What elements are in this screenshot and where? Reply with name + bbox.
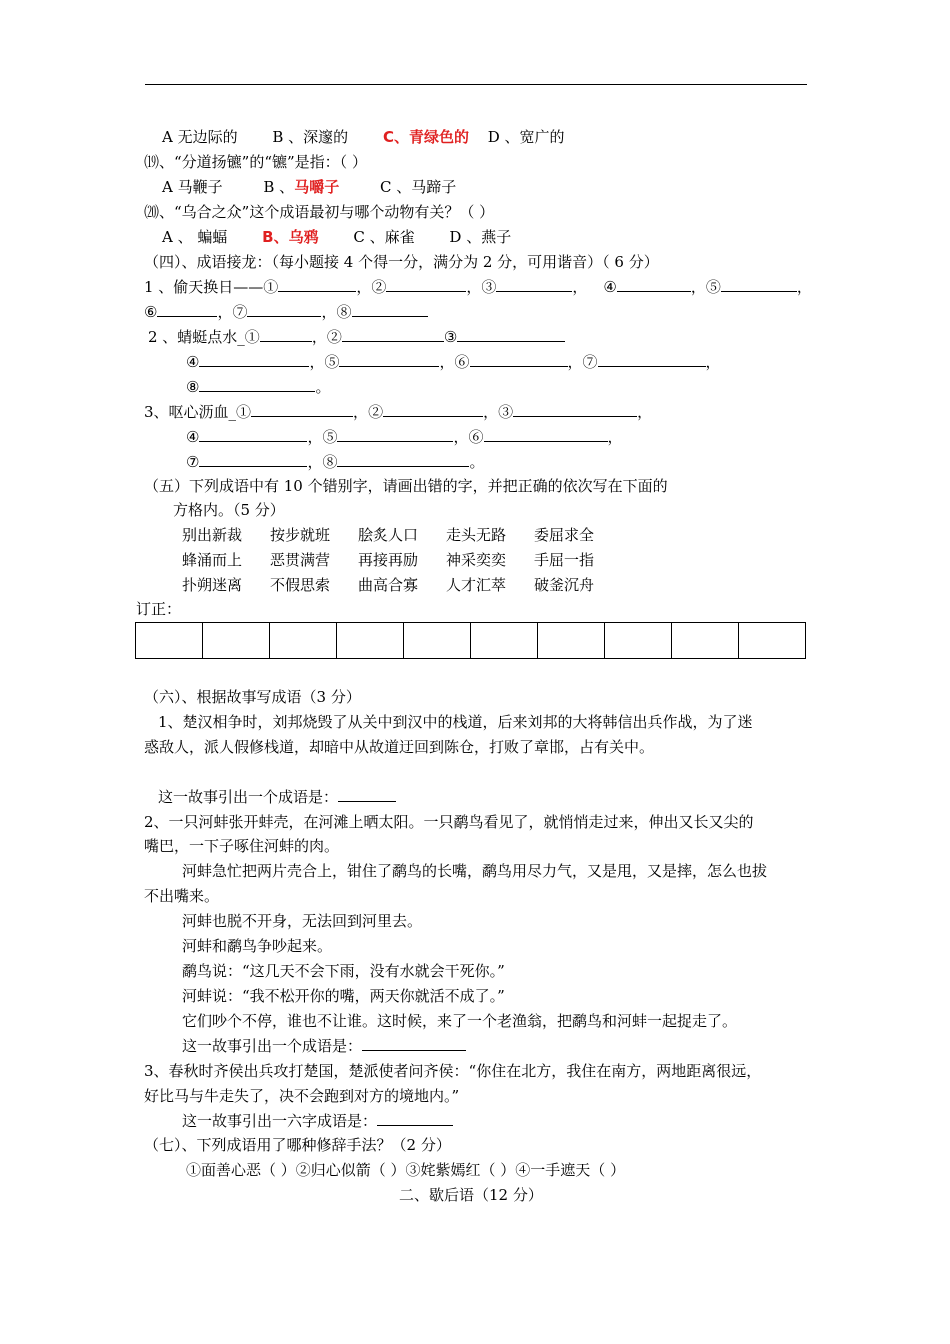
blank[interactable] (386, 277, 466, 292)
blank[interactable] (199, 452, 307, 467)
sec6-story3-line1: 3、春秋时齐侯出兵攻打楚国，楚派使者问齐侯：“你住在北方，我住在南方，两地距离很远， (144, 1062, 762, 1080)
sec4-item3-line3: ⑦ ，⑧ 。 (186, 453, 485, 471)
idiom[interactable]: 按步就班 (270, 526, 331, 544)
blank[interactable] (278, 277, 356, 292)
correction-cell[interactable] (538, 623, 605, 659)
sec5-title-cont: 方格内。（5 分） (173, 501, 285, 519)
blank[interactable] (484, 427, 608, 442)
correction-cell[interactable] (605, 623, 672, 659)
idiom[interactable]: 再接再励 (358, 551, 419, 569)
correction-grid (135, 622, 806, 659)
q19-option-a: A 马鞭子 (162, 178, 223, 196)
sec6-story2-line2: 嘴巴，一下子啄住河蚌的肉。 (144, 837, 340, 855)
sec5-row-2 (182, 550, 622, 570)
header-rule (145, 84, 807, 85)
next-section-title: 二、歇后语（12 分） (399, 1186, 543, 1204)
q19-options (162, 177, 456, 197)
blank[interactable] (342, 327, 444, 342)
sec6-story1-line2: 惑敌人，派人假修栈道，却暗中从故道迂回到陈仓，打败了章邯，占有关中。 (144, 738, 655, 756)
idiom[interactable]: 神采奕奕 (446, 551, 507, 569)
correction-label: 订正： (136, 600, 182, 618)
q18-option-a: A 无边际的 (162, 128, 238, 146)
sec6-title: （六）、根据故事写成语（3 分） (144, 688, 361, 706)
correction-cell[interactable] (337, 623, 404, 659)
blank[interactable] (199, 377, 315, 392)
idiom[interactable]: 脍炙人口 (358, 526, 419, 544)
sec5-title: （五）下列成语中有 10 个错别字，请画出错的字，并把正确的依次写在下面的 (144, 477, 668, 495)
sec6-story1-line1: 1、楚汉相争时，刘邦烧毁了从关中到汉中的栈道，后来刘邦的大将韩信出兵作战，为了迷 (158, 713, 753, 731)
q20-option-b-answer: B、乌鸦 (262, 228, 319, 246)
blank[interactable] (157, 302, 217, 317)
sec5-row-1 (182, 525, 622, 545)
q19-option-b-answer: 马嚼子 (294, 178, 340, 196)
correction-cell[interactable] (739, 623, 806, 659)
blank[interactable] (247, 302, 321, 317)
idiom[interactable]: 人才汇萃 (446, 576, 507, 594)
sec6-story2-line9: 它们吵个不停，谁也不让谁。这时候，来了一个老渔翁，把鹬鸟和河蚌一起捉走了。 (182, 1012, 738, 1030)
blank[interactable] (598, 352, 706, 367)
sec4-item2-line2: ④ ，⑤ ，⑥ ，⑦ ， (186, 353, 721, 371)
answer-blank[interactable] (362, 1036, 466, 1051)
blank[interactable] (337, 452, 469, 467)
sec4-title: （四）、成语接龙：（每小题接 4 个得一分，满分为 2 分，可用谐音）（ 6 分） (144, 253, 659, 271)
q19-option-c: C 、马蹄子 (379, 178, 457, 196)
blank[interactable] (470, 352, 568, 367)
q20-option-d: D 、燕子 (449, 228, 512, 246)
sec4-item2-line1: 2 、蜻蜓点水_① ，② ③ (148, 327, 565, 347)
correction-cell[interactable] (471, 623, 538, 659)
q20-option-c: C 、麻雀 (353, 228, 415, 246)
sec6-story2-line8: 河蚌说：“我不松开你的嘴，两天你就活不成了。” (182, 987, 505, 1005)
idiom[interactable]: 走头无路 (446, 526, 507, 544)
blank[interactable] (513, 402, 637, 417)
sec4-item1-line2: ⑥ ，⑦ ，⑧ (144, 302, 428, 322)
sec6-story3-answer: 这一故事引出一六字成语是： (182, 1111, 453, 1131)
q19-question: ⒆、“分道扬镳”的“镳”是指：（ ） (144, 153, 367, 171)
sec4-item3-line2: ④ ，⑤ ，⑥ ， (186, 428, 623, 446)
blank[interactable] (251, 402, 353, 417)
idiom[interactable]: 扑朔迷离 (182, 576, 243, 594)
sec7-items: ①面善心恶（ ）②归心似箭（ ）③姹紫嫣红（ ）④一手遮天（ ） (186, 1161, 626, 1179)
blank[interactable] (457, 327, 565, 342)
sec7-title: （七）、下列成语用了哪种修辞手法？（2 分） (144, 1136, 451, 1154)
correction-cell[interactable] (270, 623, 337, 659)
idiom[interactable]: 蜂涌而上 (182, 551, 243, 569)
sec6-story2-answer: 这一故事引出一个成语是： (182, 1036, 466, 1056)
q18-option-b: B 、深邃的 (272, 128, 349, 146)
blank[interactable] (199, 352, 309, 367)
q18-option-c-answer: C、青绿色的 (382, 128, 469, 146)
sec4-item3-line1: 3、呕心沥血_① ，② ，③ ， (144, 403, 653, 421)
correction-cell[interactable] (404, 623, 471, 659)
answer-blank[interactable] (338, 787, 396, 802)
q19-option-b: B 、 (263, 178, 295, 196)
sec6-story2-line3: 河蚌急忙把两片壳合上，钳住了鹬鸟的长嘴，鹬鸟用尽力气，又是甩，又是摔，怎么也拔 (182, 862, 768, 880)
idiom[interactable]: 不假思索 (270, 576, 331, 594)
blank[interactable] (339, 352, 439, 367)
correction-cell[interactable] (136, 623, 203, 659)
blank[interactable] (352, 302, 428, 317)
blank[interactable] (617, 277, 691, 292)
idiom[interactable]: 破釜沉舟 (534, 576, 595, 594)
sec6-story1-answer: 这一故事引出一个成语是： (158, 787, 396, 807)
idiom[interactable]: 别出新裁 (182, 526, 243, 544)
sec4-item2-line3: ⑧ 。 (186, 378, 331, 396)
blank[interactable] (260, 327, 312, 342)
correction-cell[interactable] (203, 623, 270, 659)
idiom[interactable]: 手屈一指 (534, 551, 595, 569)
idiom[interactable]: 委屈求全 (534, 526, 595, 544)
q20-options (162, 227, 511, 247)
idiom[interactable]: 恶贯满营 (270, 551, 331, 569)
sec6-story3-line2: 好比马与牛走失了，决不会跑到对方的境地内。” (144, 1087, 460, 1105)
blank[interactable] (383, 402, 483, 417)
blank[interactable] (337, 427, 453, 442)
sec5-row-3 (182, 575, 622, 595)
idiom[interactable]: 曲高合寡 (358, 576, 419, 594)
sec4-item1-line1: 1 、偷天换日——① ，② ，③ ， ④ ，⑤ ， (144, 278, 812, 296)
sec6-story2-line7: 鹬鸟说：“这几天不会下雨，没有水就会干死你。” (182, 962, 505, 980)
blank[interactable] (721, 277, 797, 292)
sec6-story2-line4: 不出嘴来。 (144, 887, 220, 905)
blank[interactable] (496, 277, 572, 292)
blank[interactable] (199, 427, 307, 442)
answer-blank[interactable] (377, 1111, 453, 1126)
q20-question: ⒇、“乌合之众”这个成语最初与哪个动物有关？（ ） (144, 203, 495, 221)
sec6-story2-line5: 河蚌也脱不开身，无法回到河里去。 (182, 912, 423, 930)
sec6-story2-line1: 2、一只河蚌张开蚌壳，在河滩上晒太阳。一只鹬鸟看见了，就悄悄走过来，伸出又长又尖的 (144, 813, 754, 831)
q18-option-d: D 、宽广的 (487, 128, 565, 146)
q20-option-a: A 、 蝙蝠 (162, 228, 228, 246)
q18-options (162, 127, 565, 147)
sec6-story2-line6: 河蚌和鹬鸟争吵起来。 (182, 937, 333, 955)
correction-cell[interactable] (672, 623, 739, 659)
